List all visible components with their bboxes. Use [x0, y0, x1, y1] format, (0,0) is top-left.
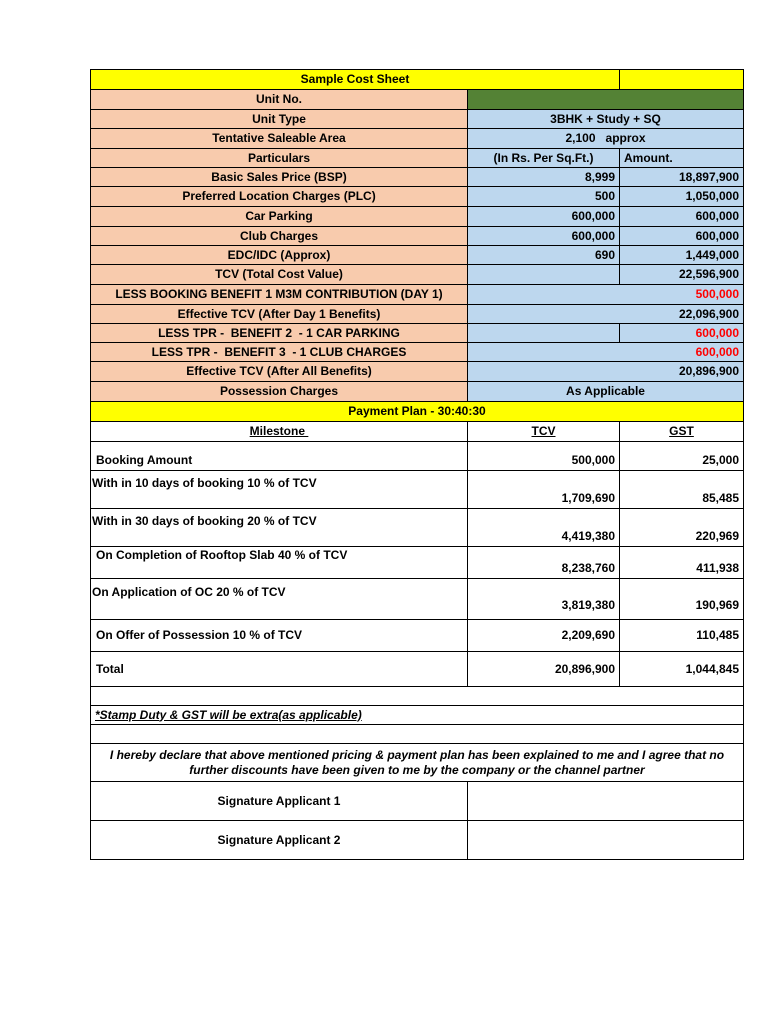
- gst-cell: 110,485: [620, 620, 744, 652]
- car-parking-rate: 600,000: [468, 207, 620, 227]
- milestone-cell: On Completion of Rooftop Slab 40 % of TCV: [91, 547, 468, 579]
- effective-tcv-day1-amount: 22,096,900: [468, 305, 744, 324]
- label-benefit-club: LESS TPR - BENEFIT 3 - 1 CLUB CHARGES: [91, 343, 468, 362]
- tcv-header: TCV: [468, 422, 620, 442]
- milestone-cell: Total: [91, 652, 468, 687]
- label-particulars: Particulars: [91, 149, 468, 168]
- label-unit-no: Unit No.: [91, 90, 468, 110]
- stamp-duty-note: *Stamp Duty & GST will be extra(as applicable): [95, 707, 362, 722]
- milestone-cell: Booking Amount: [91, 442, 468, 471]
- spacer-row: [91, 725, 744, 744]
- tcv-cell: 20,896,900: [468, 652, 620, 687]
- unit-no-value: [468, 90, 744, 110]
- milestone-cell: On Offer of Possession 10 % of TCV: [91, 620, 468, 652]
- tcv-cell: 8,238,760: [468, 547, 620, 579]
- gst-cell: 220,969: [620, 509, 744, 547]
- cost-sheet-table: [90, 69, 744, 860]
- club-charges-amount: 600,000: [620, 227, 744, 246]
- possession-charges-value: As Applicable: [468, 382, 744, 402]
- label-unit-type: Unit Type: [91, 110, 468, 129]
- effective-tcv-all-amount: 20,896,900: [468, 362, 744, 382]
- label-club-charges: Club Charges: [91, 227, 468, 246]
- bsp-rate: 8,999: [468, 168, 620, 187]
- label-car-parking: Car Parking: [91, 207, 468, 227]
- payment-plan-title: Payment Plan - 30:40:30: [91, 402, 744, 422]
- saleable-area-value: 2,100 approx: [468, 129, 744, 149]
- table-row: [91, 620, 744, 652]
- gst-cell: 1,044,845: [620, 652, 744, 687]
- sheet-title: Sample Cost Sheet: [91, 70, 620, 90]
- benefit-club-amount: 600,000: [468, 343, 744, 362]
- table-row: [91, 509, 744, 547]
- gst-cell: 190,969: [620, 579, 744, 620]
- amount-header: Amount.: [620, 149, 744, 168]
- car-parking-amount: 600,000: [620, 207, 744, 227]
- label-benefit-car-parking: LESS TPR - BENEFIT 2 - 1 CAR PARKING: [91, 324, 468, 343]
- label-possession-charges: Possession Charges: [91, 382, 468, 402]
- signature-applicant-2-label: Signature Applicant 2: [91, 821, 468, 860]
- signature-applicant-1-field[interactable]: [468, 782, 744, 821]
- gst-header: GST: [620, 422, 744, 442]
- label-bsp: Basic Sales Price (BSP): [91, 168, 468, 187]
- label-tcv: TCV (Total Cost Value): [91, 265, 468, 285]
- tcv-cell: 3,819,380: [468, 579, 620, 620]
- gst-cell: 85,485: [620, 471, 744, 509]
- table-row: [91, 471, 744, 509]
- bsp-amount: 18,897,900: [620, 168, 744, 187]
- rate-header: (In Rs. Per Sq.Ft.): [468, 149, 620, 168]
- plc-rate: 500: [468, 187, 620, 207]
- label-booking-benefit: LESS BOOKING BENEFIT 1 M3M CONTRIBUTION (DAY 1): [91, 285, 468, 305]
- gst-cell: 411,938: [620, 547, 744, 579]
- label-saleable-area: Tentative Saleable Area: [91, 129, 468, 149]
- benefit-car-parking-amount: 600,000: [620, 324, 744, 343]
- benefit-car-parking-rate: [468, 324, 620, 343]
- tcv-rate: [468, 265, 620, 285]
- table-row: [91, 442, 744, 471]
- tcv-amount: 22,596,900: [620, 265, 744, 285]
- table-row: [91, 579, 744, 620]
- gst-cell: 25,000: [620, 442, 744, 471]
- signature-applicant-1-label: Signature Applicant 1: [91, 782, 468, 821]
- label-effective-tcv-day1: Effective TCV (After Day 1 Benefits): [91, 305, 468, 324]
- table-row: [91, 547, 744, 579]
- spacer-row: [91, 687, 744, 706]
- tcv-cell: 1,709,690: [468, 471, 620, 509]
- table-row: [91, 652, 744, 687]
- milestone-cell: On Application of OC 20 % of TCV: [91, 579, 468, 620]
- label-plc: Preferred Location Charges (PLC): [91, 187, 468, 207]
- booking-benefit-amount: 500,000: [468, 285, 744, 305]
- signature-applicant-2-field[interactable]: [468, 821, 744, 860]
- club-charges-rate: 600,000: [468, 227, 620, 246]
- tcv-cell: 4,419,380: [468, 509, 620, 547]
- edc-idc-amount: 1,449,000: [620, 246, 744, 265]
- milestone-header: Milestone: [91, 422, 468, 442]
- tcv-cell: 2,209,690: [468, 620, 620, 652]
- cost-sheet: [90, 69, 743, 860]
- milestone-cell: With in 30 days of booking 20 % of TCV: [91, 509, 468, 547]
- label-effective-tcv-all: Effective TCV (After All Benefits): [91, 362, 468, 382]
- plc-amount: 1,050,000: [620, 187, 744, 207]
- unit-type-value: 3BHK + Study + SQ: [468, 110, 744, 129]
- declaration: I hereby declare that above mentioned pricing & payment plan has been explained to me and I agree that no further discounts have been given to me by the company or the channel partner: [91, 744, 744, 782]
- edc-idc-rate: 690: [468, 246, 620, 265]
- milestone-cell: With in 10 days of booking 10 % of TCV: [91, 471, 468, 509]
- label-edc-idc: EDC/IDC (Approx): [91, 246, 468, 265]
- tcv-cell: 500,000: [468, 442, 620, 471]
